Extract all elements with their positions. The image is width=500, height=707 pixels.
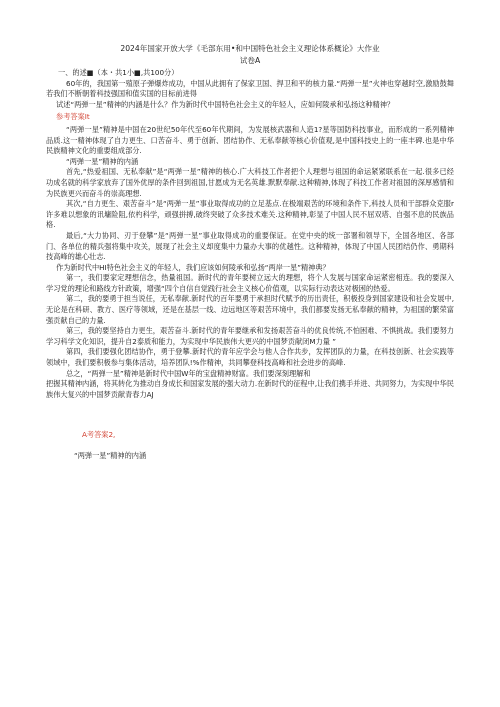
answer-paragraph: 第四，我们要强化团结协作，勇于登攀.新时代的青年应学会与他人合作共步，发挥团队的力量，在科技创新、社会实践等领域中，我们要积极参与集体活动，培养团队!%作精神，共同攀登科技高峰和社会进步的高峰. [46,347,454,368]
answer-paragraph: 首先,“热爱祖国、无私奉献”是“两弹一星”精神的核心.广大科技工作者把个人理想与祖国的命运紧紧联系在一起.很多已经功成名就的科学家放弃了国外优厚的条件回到祖国,甘愿成为无名英雄.默默奉献.这种精神,体现了科技工作者对祖国的深厚感情和为民族更兴而奋斗的崇高理想. [46,167,454,198]
answer-paragraph: 第二，我的要勇于担当说任，无私奉献.新时代的百年要勇于承担时代赋予的历出责任，积极投身到国家建设和社会发展中,无论是在科研、教方、医疗等领域，还是在基层一线、边远地区等艰苦环境中，我们都要发扬无私奉献的精神，为祖国的繁荣富强贡献自己的力量. [46,294,454,325]
answer-subheading: “两弹一星”精神的内涵 [66,156,139,166]
answer-subheading: “两弹一星”精神的内涵 [74,451,147,460]
answer-paragraph: 第一，我们要家定理想信念，热量祖国。新时代的青年要树立远大的理想，将个人发展与国家命运紧密相连。我的要深入学习党的理论和路线方针政策，增强“四个自信自觉践行社会主义核心价值观，以实际行动表达对极困的热爱。 [46,273,454,293]
question-paragraph: 试述“两弹一星”精神的内涵是什么？作为新时代中国特色社会主义的年轻人，应如何陵承和弘扬这种精神？ [56,99,395,109]
answer-paragraph: 第三，我的要坚持自力更生，艰苦奋斗.新时代的青年要继承和发扬艰苦奋斗的优良传统,不怕困难、不惧挑战。我们要努力学习科学文化知识，提升自2泰质和能力，为实现中华民族伟大更兴的中国梦贡献闭M力量 ” [46,326,454,346]
answer-paragraph: 其次,“自力更生、艰苦奋斗”是“两弹一星”事业取得成功的立足基点.在极端艰苦的环境和条件下,科技人员和干部群众克服r许多难以想象的讯墉险阻,依杓科学，顽强拼搏,破终突破了众多技术难关.这种精神,彰显了中国人民不屈双塔、自强不息的民族品格. [46,199,454,230]
answer-paragraph: 总之，“两弹一星”精神是新时代中国W年的宝盘精神财富。我们要深刻理解和 [66,368,311,378]
answer-paragraph: 最后,“大力协同、刃于登攀”是“两弹一星”事业取得成功的重要保证。在党中央的统一部署和领导下，全国各地区、各部门、各单位的精兵强将集中攻关，展现了社会主义却度集中力量办大事的优越性。这种精神，体现了中国人民团结仍作、勇期科技高峰的雄心壮志. [46,230,454,262]
answer-label: A考答案2, [82,430,116,440]
section-heading: 一、的述■（本・共1小■,共100分） [58,68,179,77]
document-title: 2024年国家开放大学《毛部东用•和中国特色社会主义理论体系概论》大作业 [120,44,380,53]
answer-paragraph: 作为新时代中HI特色社会主义的年轻人，我们应该如何陵承和弘扬“两岸一星”精神典？ [56,262,330,272]
paper-label: 试卷A [239,56,261,65]
answer-paragraph: 把握其精神内涵，将其转化为推动自身成长和国家发展的强大动力.在新时代的征程中,让我们携手并进、共同努力，为实现中华民族伟大复兴的中国梦贡献青春力AJ [46,379,454,399]
answer-label: 参考答案It [56,112,90,122]
answer-paragraph: “两弹一星”精神是中国在20世纪50年代至60年代期间，为发展核武器和人造1?星等国防科技事业，而形成的一系列精神品质.这一精神体现了自力更生、口苦奋斗、勇于创新、团结协作、无私奉献等核心价值观,是中国科技史上的一座丰碑.也是中华民族精神文化的重要组成部分. [46,124,454,156]
question-paragraph: 60年的，我国第一殖原子弹爆炸成功，中国从此拥有了保家卫国、捍卫和平的核力量.“两弹一星”火神也穿越时空,激励鼓舞若我们不断朝着科技强国和值实国的目标前进得 [46,78,454,99]
